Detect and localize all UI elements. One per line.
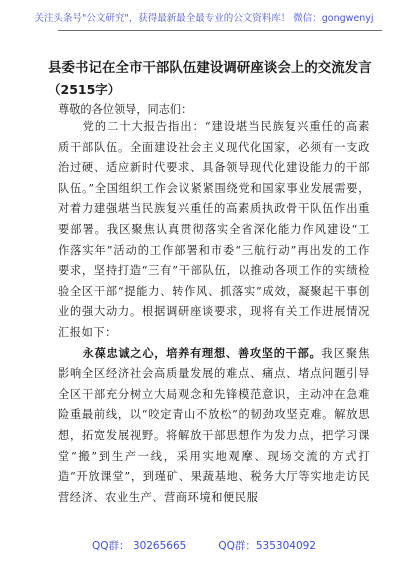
greeting: 尊敬的各位领导，同志们： bbox=[58, 103, 193, 116]
paragraph: 党的二十大报告指出：“建设堪当民族复兴重任的高素质干部队伍。全面建设社会主义现代化国家，必须有一支政治过硬、适应新时代要求、具备领导现代化建设能力的干部队伍。”全国组织工作会议紧紧围绕党和国家事业发展需要，对着力建强堪当民族复兴重任的高素质执政骨干队伍作出重要部署。我区聚焦认真贯彻落实全省深化能力作风建设“工作落实年”活动的工作部署和市委“三航行动”再出发的工作要求，坚持打造“三有”干部队伍，以推动各项工作的实绩检验全区干部“提能力、转作风、抓落实”成效，凝聚起干事创业的强大动力。根据调研座谈要求，现将有关工作进展情况汇报如下： bbox=[58, 120, 370, 339]
qq-group-2: QQ群：535304092 bbox=[218, 540, 316, 552]
header-banner: 关注头条号"公文研究"，获得最新最全最专业的公文资料库！ 微信：gongwenyj bbox=[34, 13, 374, 24]
document-body bbox=[58, 117, 370, 508]
paragraph bbox=[58, 344, 370, 509]
section-heading: 永葆忠诚之心，培养有理想、善攻坚的干部。 bbox=[82, 346, 322, 360]
word-count: （2515字） bbox=[48, 82, 121, 97]
qq-group-1: QQ群： 30265665 bbox=[92, 540, 187, 552]
header-divider bbox=[58, 30, 382, 31]
document-title: 县委书记在全市干部队伍建设调研座谈会上的交流发言 bbox=[48, 61, 372, 76]
paragraph-text: 我区聚焦影响全区经济社会高质量发展的难点、痛点、堵点问题引导全区干部充分树立大局观念和先锋模范意识，主动冲在急难险重最前线，以“咬定青山不放松”的韧劲攻坚克难。解放思想，拓宽发展视野。将解放干部思想作为发力点，把学习课堂“搬”到生产一线，采用实地观摩、现场交流的方式打造“开放课堂”，到瑾矿、果蔬基地、税务大厅等实地走访民营经济、农业生产、营商环境和便民服 bbox=[58, 346, 370, 504]
footer bbox=[0, 538, 408, 553]
